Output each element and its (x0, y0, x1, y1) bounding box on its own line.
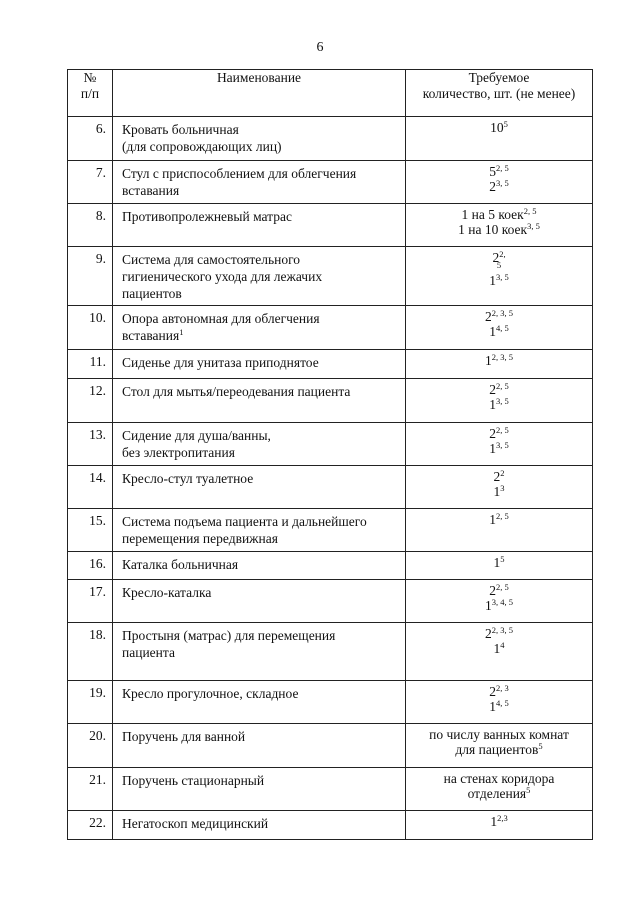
footnote-mark: 5 (500, 554, 505, 564)
row-number: 8. (68, 204, 113, 247)
quantity-line (406, 120, 592, 135)
footnote-mark: 3, 5 (496, 440, 509, 450)
row-quantity (406, 204, 593, 247)
row-name-line: Опора автономная для облегчения (122, 311, 320, 326)
footnote-mark: 1 (179, 327, 184, 337)
row-number: 6. (68, 117, 113, 161)
quantity-value: 2 (489, 426, 496, 441)
quantity-value: 1 (489, 324, 496, 339)
quantity-line (406, 641, 592, 656)
quantity-value: 1 (489, 441, 496, 456)
header-number-line2: п/п (80, 86, 100, 101)
row-name (113, 466, 406, 509)
row-name-line: Кресло-каталка (122, 585, 212, 600)
row-quantity (406, 117, 593, 161)
quantity-line (406, 426, 592, 441)
table-row (68, 552, 593, 580)
row-name (113, 161, 406, 204)
footnote-mark: 2, 5 (496, 511, 509, 521)
row-number: 7. (68, 161, 113, 204)
footnote-mark: 2, 3, 5 (491, 625, 513, 635)
quantity-line (406, 353, 592, 368)
footnote-mark: 2,3 (497, 813, 508, 823)
quantity-line (406, 222, 592, 237)
row-name (113, 811, 406, 840)
page-number: 6 (316, 40, 324, 55)
footnote-mark: 3, 5 (527, 221, 540, 231)
footnote-mark: 4, 5 (496, 323, 509, 333)
footnote-mark: 5 (503, 119, 508, 129)
row-name-line: Простыня (матрас) для перемещения (122, 628, 336, 643)
quantity-line (406, 179, 592, 194)
table-row (68, 811, 593, 840)
table-row (68, 509, 593, 552)
row-name (113, 623, 406, 681)
row-number: 20. (68, 724, 113, 768)
table-row (68, 724, 593, 768)
row-name-line: вставания$^1$ (122, 327, 184, 343)
table-row (68, 204, 593, 247)
row-number: 21. (68, 768, 113, 811)
quantity-line (406, 164, 592, 179)
quantity-value: 1 (493, 484, 501, 499)
row-number: 19. (68, 681, 113, 724)
header-number (68, 70, 113, 117)
quantity-value: 1 (489, 699, 496, 714)
row-name (113, 580, 406, 623)
row-name (113, 247, 406, 306)
footnote-mark: 2, 5 (496, 163, 509, 173)
row-quantity (406, 509, 593, 552)
row-name-line: без электропитания (122, 445, 235, 460)
row-number: 11. (68, 350, 113, 379)
quantity-line (406, 469, 592, 484)
row-name (113, 768, 406, 811)
quantity-line (406, 786, 592, 801)
quantity-value: 1 на 10 коек (458, 222, 528, 237)
quantity-value: для пациентов (455, 742, 539, 757)
footnote-mark: 2, (499, 249, 506, 259)
quantity-value: 1 (493, 555, 501, 570)
footnote-mark: 5 (496, 260, 502, 270)
row-number: 13. (68, 423, 113, 466)
row-name-line: перемещения передвижная (122, 531, 278, 546)
row-name-line: Сиденье для унитаза приподнятое (122, 355, 319, 370)
quantity-value: 1 на 5 коек (461, 207, 524, 222)
footnote-mark: 4, 5 (496, 698, 509, 708)
row-quantity (406, 161, 593, 204)
row-name-line: Стол для мытья/переодевания пациента (122, 384, 351, 399)
footnote-mark: 2, 5 (496, 582, 509, 592)
header-quantity-line1: Требуемое (468, 70, 530, 85)
row-name (113, 724, 406, 768)
table-row (68, 350, 593, 379)
quantity-value: 1 (493, 641, 501, 656)
row-number: 9. (68, 247, 113, 306)
quantity-value: 1 (485, 598, 492, 613)
row-name-line: Кресло-стул туалетное (122, 471, 254, 486)
quantity-value: 2 (485, 309, 492, 324)
quantity-line (406, 699, 592, 714)
row-name (113, 509, 406, 552)
row-name-line: пациентов (122, 286, 182, 301)
quantity-line (406, 441, 592, 456)
footnote-mark: 3, 5 (496, 178, 509, 188)
row-quantity (406, 552, 593, 580)
row-quantity (406, 580, 593, 623)
table-row (68, 623, 593, 681)
row-number: 22. (68, 811, 113, 840)
quantity-value: 1 (489, 273, 496, 288)
quantity-line (406, 324, 592, 339)
row-name-line: Поручень стационарный (122, 773, 265, 788)
row-number: 10. (68, 306, 113, 350)
row-name-line: Каталка больничная (122, 557, 239, 572)
footnote-mark: 2, 5 (523, 206, 537, 216)
table-row (68, 247, 593, 306)
table-row (68, 379, 593, 423)
footnote-mark: 3, 4, 5 (491, 597, 513, 607)
row-name (113, 306, 406, 350)
table-row (68, 306, 593, 350)
quantity-value: 2 (489, 684, 496, 699)
quantity-line (406, 309, 592, 324)
row-quantity (406, 811, 593, 840)
table-row (68, 117, 593, 161)
quantity-line (406, 598, 592, 613)
footnote-mark: 2, 5 (496, 425, 509, 435)
header-name-text: Наименование (216, 70, 302, 85)
row-name (113, 204, 406, 247)
row-name (113, 552, 406, 580)
footnote-mark: 2, 5 (496, 381, 509, 391)
table-row (68, 580, 593, 623)
footnote-mark: 3, 5 (496, 272, 509, 282)
row-name-line: Кресло прогулочное, складное (122, 686, 299, 701)
footnote-mark: 5 (526, 785, 531, 795)
header-quantity (406, 70, 593, 117)
row-name-line: Противопролежневый матрас (122, 209, 292, 224)
quantity-value: по числу ванных комнат (429, 727, 569, 742)
footnote-mark: 2, 3, 5 (491, 308, 513, 318)
table-row (68, 681, 593, 724)
table-body (68, 117, 593, 840)
footnote-mark: 5 (538, 741, 543, 751)
row-name-line: Негатоскоп медицинский (122, 816, 269, 831)
row-quantity (406, 623, 593, 681)
quantity-value: на стенах коридора (443, 771, 555, 786)
quantity-value: 10 (490, 120, 504, 135)
quantity-line (406, 742, 592, 757)
quantity-value: отделения (467, 786, 527, 801)
row-name-line: Система для самостоятельного (122, 252, 301, 267)
quantity-value: 2 (489, 382, 496, 397)
row-name-line: Стул с приспособлением для облегчения (122, 166, 357, 181)
table-row (68, 466, 593, 509)
row-name-line: Сидение для душа/ванны, (122, 428, 271, 443)
quantity-value: 1 (489, 512, 496, 527)
row-quantity (406, 768, 593, 811)
row-name-line: гигиенического ухода для лежачих (122, 269, 323, 284)
header-name (113, 70, 406, 117)
row-name (113, 350, 406, 379)
row-quantity (406, 423, 593, 466)
footnote-mark: 2 (500, 468, 505, 478)
footnote-mark: 3 (500, 483, 505, 493)
quantity-line (406, 512, 592, 527)
row-name (113, 379, 406, 423)
quantity-value: 5 (489, 164, 496, 179)
quantity-line (406, 555, 592, 570)
row-name-line: Кровать больничная (122, 122, 239, 137)
row-quantity (406, 379, 593, 423)
quantity-line (406, 684, 592, 699)
table-header-row (68, 70, 593, 117)
row-name-line: (для сопровождающих лиц) (122, 139, 282, 154)
row-name-line: Система подъема пациента и дальнейшего (122, 514, 367, 529)
row-number: 12. (68, 379, 113, 423)
row-name (113, 423, 406, 466)
quantity-value: 2 (492, 250, 500, 265)
quantity-line (406, 814, 592, 829)
table-row (68, 423, 593, 466)
row-number: 17. (68, 580, 113, 623)
row-quantity (406, 306, 593, 350)
header-number-line1: № (83, 70, 97, 85)
row-number: 15. (68, 509, 113, 552)
quantity-value: 2 (493, 469, 501, 484)
row-number: 14. (68, 466, 113, 509)
quantity-value: 2 (485, 626, 492, 641)
quantity-line (406, 207, 592, 222)
row-quantity (406, 681, 593, 724)
table-row (68, 768, 593, 811)
footnote-mark: 4 (500, 640, 505, 650)
quantity-value: 2 (489, 179, 496, 194)
row-quantity (406, 724, 593, 768)
equipment-table (67, 69, 593, 840)
row-number: 18. (68, 623, 113, 681)
quantity-line (406, 626, 592, 641)
row-name-line: Поручень для ванной (122, 729, 246, 744)
row-number: 16. (68, 552, 113, 580)
quantity-line (406, 771, 592, 786)
quantity-value: 2 (489, 583, 496, 598)
row-quantity (406, 466, 593, 509)
quantity-line (406, 397, 592, 412)
row-name (113, 681, 406, 724)
quantity-line (406, 583, 592, 598)
header-quantity-line2: количество, шт. (не менее) (422, 86, 576, 101)
row-quantity (406, 247, 593, 306)
quantity-line (406, 727, 592, 742)
footnote-mark: 2, 3, 5 (491, 352, 513, 362)
table-row (68, 161, 593, 204)
footnote-mark: 3, 5 (496, 396, 509, 406)
row-name-line: пациента (122, 645, 175, 660)
quantity-line (406, 273, 592, 288)
footnote-mark: 2, 3 (496, 683, 509, 693)
quantity-line (406, 484, 592, 499)
quantity-value: 1 (489, 397, 496, 412)
quantity-line (406, 382, 592, 397)
row-quantity (406, 350, 593, 379)
quantity-value: 1 (485, 353, 492, 368)
row-name-line: вставания (122, 183, 180, 198)
quantity-value: 1 (490, 814, 498, 829)
row-name (113, 117, 406, 161)
